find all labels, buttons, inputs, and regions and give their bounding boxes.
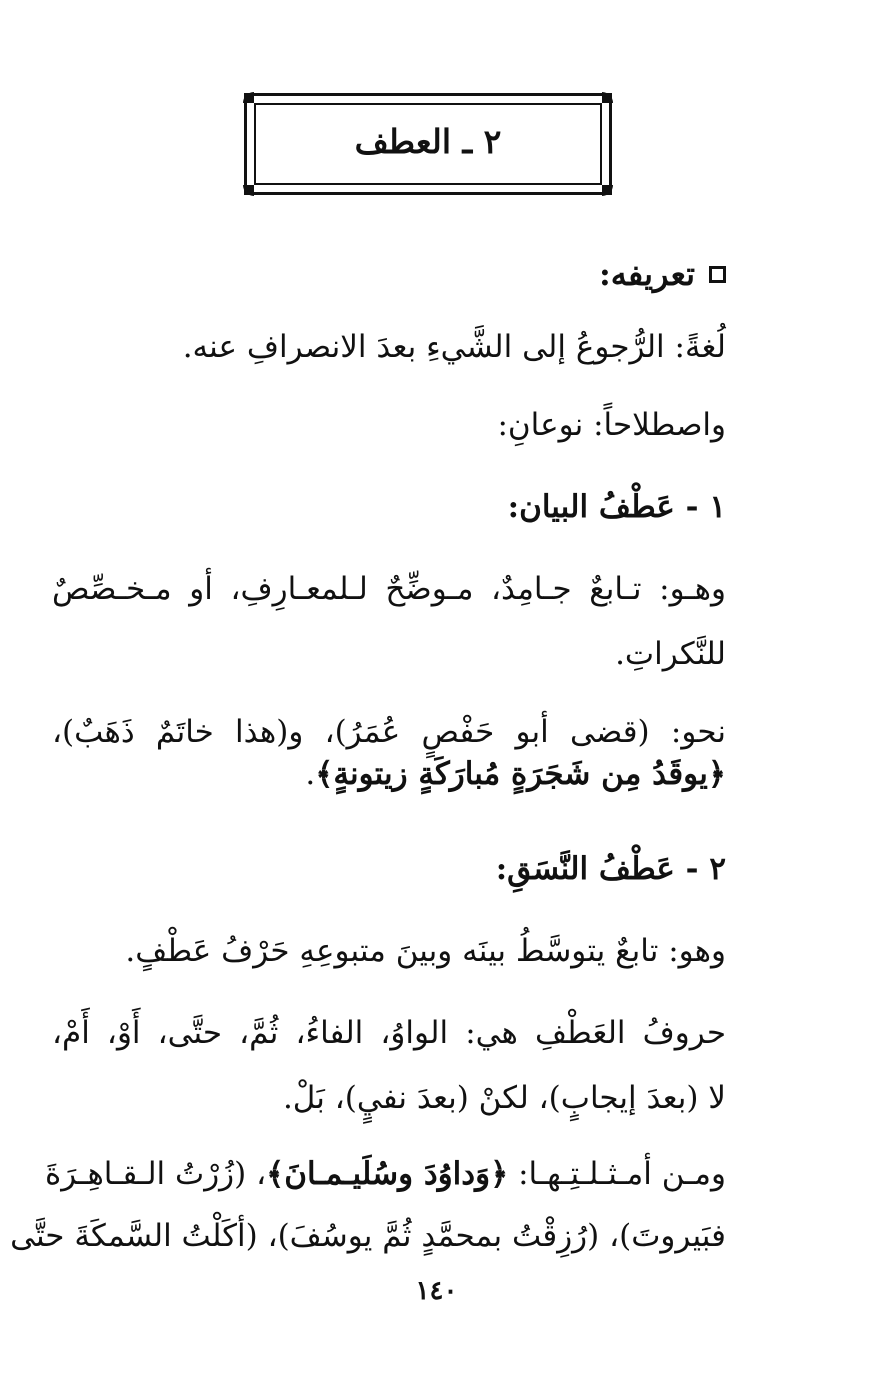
text-line-nasaq-def: وهو: تابعٌ يتوسَّطُ بينَه وبينَ متبوعِهِ حَرْفُ عَطْفٍ. (125, 933, 726, 969)
page-number: ١٤٠ (415, 1276, 458, 1306)
text-line-conjunctions-cont: لا (بعدَ إيجابٍ)، لكنْ (بعدَ نفيٍ)، بَلْ. (282, 1080, 726, 1116)
text-line-examples (45, 1154, 726, 1194)
sentence-end: . (305, 756, 316, 792)
chapter-title-frame (244, 93, 612, 195)
quran-quote-dawud: ﴿وَداوُدَ وسُلَيـمـانَ﴾ (266, 1156, 509, 1192)
subheading-atf-bayan: ١ - عَطْفُ البيان: (507, 489, 726, 525)
text-line-examples-cont: فبَيروتَ)، (رُزِقْتُ بمحمَّدٍ ثُمَّ يوسُفَ)، (أكَلْتُ السَّمكَةَ حتَّى (10, 1218, 726, 1254)
text-line-bayan-def-cont: للنَّكراتِ. (615, 636, 726, 672)
text-line-bayan-example: نحو: (قضى أبو حَفْصٍ عُمَرُ)، و(هذا خاتَمٌ ذَهَبٌ)، (52, 714, 726, 750)
text-line-conjunctions: حروفُ العَطْفِ هي: الواوُ، الفاءُ، ثُمَّ، حتَّى، أَوْ، أَمْ، (52, 1015, 726, 1051)
examples-intro: ومـن أمـثـلـتِـهـا: (508, 1156, 726, 1192)
text-line-bayan-def: وهـو: تـابعٌ جـامِدٌ، مـوضِّحٌ لـلمعـارِفِ، أو مـخـصِّصٌ (52, 571, 726, 607)
subheading-atf-nasaq: ٢ - عَطْفُ النَّسَقِ: (495, 851, 726, 887)
text-line-linguistic: لُغةً: الرُّجوعُ إلى الشَّيءِ بعدَ الانصرافِ عنه. (182, 329, 726, 365)
quran-quote: ﴿يوقَدُ مِن شَجَرَةٍ مُبارَكَةٍ زيتونةٍ﴾ (315, 756, 726, 792)
definition-heading: تعريفه: (598, 255, 695, 293)
examples-cont: ، (زُرْتُ الـقـاهِـرَةَ (45, 1156, 267, 1192)
square-bullet-icon (709, 266, 726, 283)
chapter-title: ٢ ـ العطف (354, 122, 502, 161)
text-line-terminology: واصطلاحاً: نوعانِ: (497, 407, 726, 443)
definition-heading-row (52, 254, 726, 294)
text-line-quran-quote-row (52, 754, 726, 794)
